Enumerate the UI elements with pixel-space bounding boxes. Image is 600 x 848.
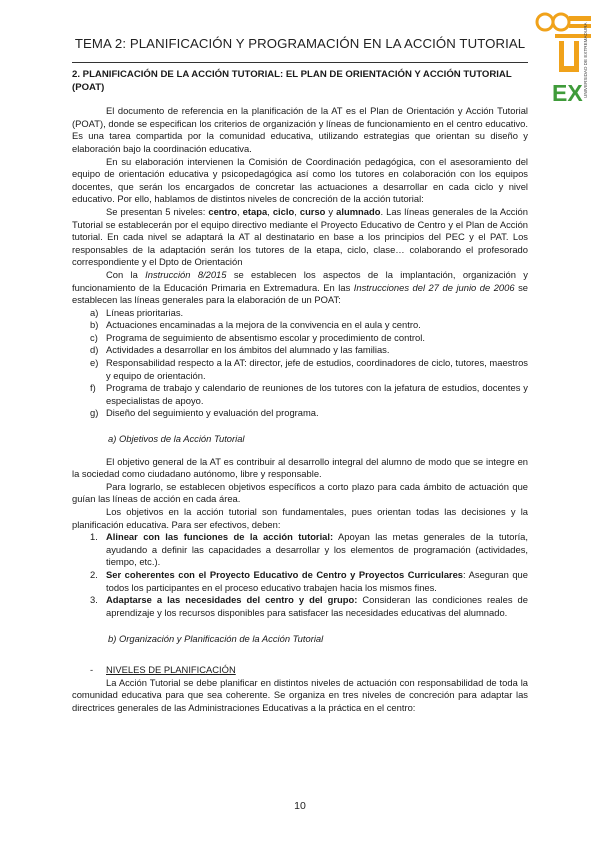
list-marker: f) (90, 382, 96, 394)
paragraph-objetivos-especificos: Para lograrlo, se establecen objetivos específicos a corto plazo para cada ámbito de actuación que guían las líneas de acción en cada área. (72, 480, 528, 505)
list-marker: 2. (90, 568, 98, 580)
list-marker: g) (90, 407, 99, 419)
list-marker: 1. (90, 531, 98, 543)
italic-instruccion: Instrucción 8/2015 (145, 268, 227, 280)
list-item-text: : Aseguran que todos los participantes en el proceso educativo trabajen hacia los mismos fines. (106, 568, 528, 593)
list-item-bold: Ser coherentes con el Proyecto Educativo de Centro y Proyectos Curriculares (106, 568, 464, 580)
logo-ex-text: EX (552, 80, 583, 104)
text-run: se establecen los aspectos de la implantación, organización y funcionamiento de la Educación Primaria en Extremadura. En las (72, 268, 528, 293)
list-item (72, 307, 528, 320)
list-item-bold: Alinear con las funciones de la acción tutorial: (106, 531, 334, 543)
text-run: Se presentan 5 niveles: (106, 205, 209, 217)
italic-instrucciones: Instrucciones del 27 de junio de 2006 (353, 281, 515, 293)
paragraph-niveles-planificacion: La Acción Tutorial se debe planificar en distintos niveles de actuación con responsabilidad de toda la comunidad educativa para que sea coherente. Se organiza en tres niveles de concreción para adaptar las directrices generales de las Administraciones Educativas a la práctica en el centro: (72, 676, 528, 713)
list-item (72, 344, 528, 357)
list-marker: a) (90, 306, 99, 318)
bold-alumnado: alumnado (336, 205, 381, 217)
niveles-heading-item (72, 664, 528, 677)
section-heading: 2. PLANIFICACIÓN DE LA ACCIÓN TUTORIAL: EL PLAN DE ORIENTACIÓN Y ACCIÓN TUTORIAL (POAT) (72, 69, 512, 93)
paragraph-poat-intro: El documento de referencia en la planificación de la AT es el Plan de Orientación y Acción Tutorial (POAT), donde se especifican los criterios de organización y líneas de funcionamiento en el centro educativo. Es una tarea compartida por la comunidad educativa, utilizando estrategias que orientan su diseño y elaboración bajo la coordinación educativa. (72, 105, 528, 154)
list-item-text: Programa de seguimiento de absentismo escolar y procedimiento de control. (106, 331, 425, 343)
document-body (72, 69, 528, 714)
list-item-text: Responsabilidad respecto a la AT: director, jefe de estudios, coordinadores de ciclo, tutores, maestros y equipo de orientación. (106, 357, 528, 381)
list-marker: 3. (90, 594, 98, 606)
subheading-objetivos: a) Objetivos de la Acción Tutorial (108, 433, 245, 445)
logo-ring-right (553, 14, 569, 30)
university-logo (531, 8, 593, 104)
text-run: , (294, 205, 300, 217)
niveles-heading: NIVELES DE PLANIFICACIÓN (106, 663, 236, 675)
dash-marker: - (90, 663, 94, 675)
logo-ring-left (537, 14, 553, 30)
paragraph-instrucciones (72, 269, 528, 307)
list-item (72, 332, 528, 345)
objectives-list (72, 531, 528, 619)
list-item (72, 531, 528, 569)
bold-curso: curso (299, 205, 326, 217)
subheading-organizacion: b) Organización y Planificación de la Acción Tutorial (108, 633, 324, 645)
list-item (72, 382, 528, 407)
text-run: Con la (106, 268, 146, 280)
poat-list (72, 307, 528, 420)
bold-etapa: etapa (242, 205, 268, 217)
list-item-text: Líneas prioritarias. (106, 306, 184, 318)
list-item-text: Actuaciones encaminadas a la mejora de la convivencia en el aula y centro. (106, 319, 421, 331)
logo-column-base (559, 66, 579, 72)
text-run: , (237, 205, 243, 217)
list-marker: e) (90, 357, 99, 369)
bold-ciclo: ciclo (272, 205, 295, 217)
paragraph-objetivo-general: El objetivo general de la AT es contribuir al desarrollo integral del alumno de modo que se integre en la sociedad como ciudadano autónomo, libre y responsable. (72, 455, 528, 480)
paragraph-niveles (72, 206, 528, 269)
list-item (72, 569, 528, 594)
list-marker: d) (90, 344, 99, 356)
list-marker: c) (90, 331, 98, 343)
text-run: . Las líneas generales de la Acción Tutorial se establecerán por el equipo directivo mediante el Proyecto Educativo de Centro y el Plan de Acción tutorial. En cada nivel se adaptará la AT al destinatario en base a los principios del PEC y el PAT. Los responsables de la adaptación serán los tutores de la etapa, ciclo, clase… colaborando el profesorado correspondiente y el Dpto de Orientación (72, 205, 528, 268)
text-run: se establecen las líneas generales para la elaboración de un POAT: (72, 281, 528, 306)
list-item (72, 407, 528, 420)
page-number: 10 (294, 800, 306, 812)
list-item (72, 357, 528, 382)
text-run: , (267, 205, 273, 217)
text-run: y (325, 205, 337, 217)
logo-university-text: UNIVERSIDAD DE EXTREMADURA (583, 22, 588, 98)
list-item-bold: Adaptarse a las necesidades del centro y del grupo: (106, 594, 358, 606)
list-item (72, 594, 528, 619)
list-item (72, 319, 528, 332)
paragraph-objetivos-fundamentales: Los objetivos en la acción tutorial son fundamentales, pues orientan todas las decisiones y la planificación educativa. Para ser efectivos, deben: (72, 506, 528, 530)
list-item-text: Actividades a desarrollar en los ámbitos del alumnado y las familias. (106, 344, 390, 356)
list-item-text: Consideran las condiciones reales de aprendizaje y los recursos disponibles para satisfacer las necesidades educativas del alumnado. (106, 594, 528, 618)
logo-bar-top (569, 16, 591, 21)
list-item-text: Programa de trabajo y calendario de reuniones de los tutores con la jefatura de estudios, docentes y especialistas de apoyo. (106, 382, 528, 406)
list-marker: b) (90, 319, 99, 331)
header-rule (72, 62, 528, 63)
bold-centro: centro (208, 205, 238, 217)
running-header: TEMA 2: PLANIFICACIÓN Y PROGRAMACIÓN EN LA ACCIÓN TUTORIAL (74, 36, 526, 51)
list-item-text: Apoyan las metas generales de la tutoría, ayudando a definir las capacidades a desarrollar y los elementos de programación (actividades, tiempo, etc.). (106, 531, 529, 568)
list-item-text: Diseño del seguimiento y evaluación del programa. (106, 407, 319, 419)
paragraph-elaboration: En su elaboración intervienen la Comisión de Coordinación pedagógica, con el asesoramiento del equipo de orientación educativa y psicopedagógica así como los tutores en colaboración con los equipos docentes, que serán los encargados de concretar las actuaciones a desarrollar en cada ciclo y nivel educativo. Por ello, hablamos de distintos niveles de concreción de la acción tutorial: (72, 155, 528, 205)
